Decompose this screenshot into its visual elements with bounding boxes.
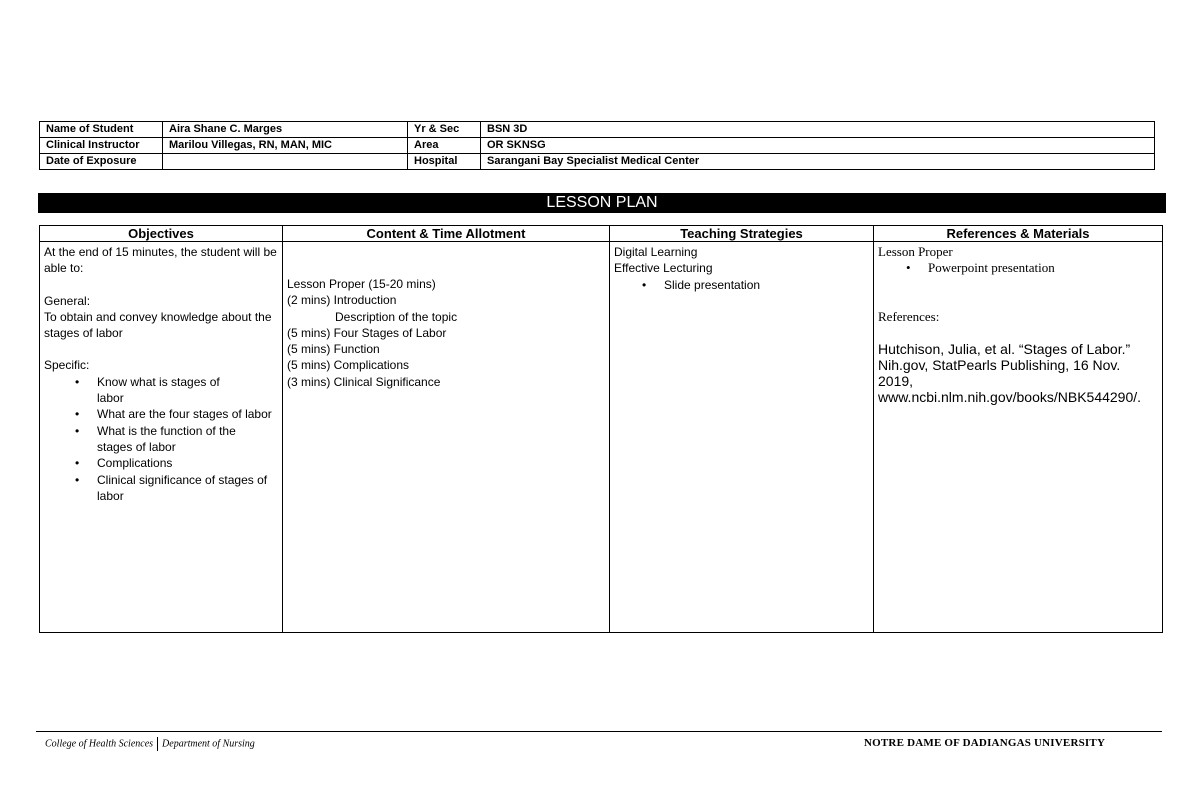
strategy-line-1: Digital Learning bbox=[614, 245, 698, 259]
objectives-cell bbox=[40, 242, 283, 633]
label-hospital: Hospital bbox=[408, 154, 481, 170]
lesson-plan-table bbox=[39, 225, 1163, 633]
objectives-specific-label: Specific: bbox=[44, 358, 90, 373]
content-line: Description of the topic bbox=[335, 309, 458, 324]
citation-line: 2019, bbox=[878, 372, 914, 389]
student-info-table bbox=[39, 121, 1155, 170]
info-row-instructor bbox=[40, 138, 1155, 154]
content-cell bbox=[283, 242, 610, 633]
footer-divider bbox=[36, 731, 1162, 732]
header-references: References & Materials bbox=[874, 226, 1163, 242]
list-item: • Slide presentation bbox=[664, 277, 869, 293]
objectives-general-label: General: bbox=[44, 293, 91, 308]
content-line: (3 mins) Clinical Significance bbox=[287, 374, 441, 389]
info-row-exposure bbox=[40, 154, 1155, 170]
list-item: • What are the four stages of labor bbox=[97, 406, 272, 422]
label-clinical-instructor: Clinical Instructor bbox=[40, 138, 163, 154]
label-area: Area bbox=[408, 138, 481, 154]
value-hospital: Sarangani Bay Specialist Medical Center bbox=[481, 154, 1155, 170]
content-line: Lesson Proper (15-20 mins) bbox=[287, 277, 436, 291]
header-content: Content & Time Allotment bbox=[283, 226, 610, 242]
footer-university: NOTRE DAME OF DADIANGAS UNIVERSITY bbox=[864, 737, 1106, 749]
objectives-intro-2: able to: bbox=[44, 261, 84, 276]
list-item: • Clinical significance of stages of labor bbox=[97, 472, 272, 505]
list-item: • What is the function of the stages of labor bbox=[97, 423, 272, 456]
info-row-student bbox=[40, 122, 1155, 138]
header-objectives: Objectives bbox=[40, 226, 283, 242]
label-name-of-student: Name of Student bbox=[40, 122, 163, 138]
list-item: • Complications bbox=[97, 455, 227, 471]
footer-separator bbox=[157, 737, 158, 751]
value-instructor: Marilou Villegas, RN, MAN, MIC bbox=[163, 138, 408, 154]
value-yr-sec: BSN 3D bbox=[481, 122, 1155, 138]
materials-label: Lesson Proper bbox=[878, 244, 953, 259]
header-strategies: Teaching Strategies bbox=[610, 226, 874, 242]
objectives-intro-1: At the end of 15 minutes, the student will be bbox=[44, 245, 277, 259]
value-student-name: Aira Shane C. Marges bbox=[163, 122, 408, 138]
label-date-of-exposure: Date of Exposure bbox=[40, 154, 163, 170]
footer-college: College of Health Sciences bbox=[45, 738, 154, 750]
label-yr-sec: Yr & Sec bbox=[408, 122, 481, 138]
references-cell bbox=[874, 242, 1163, 633]
content-line: (5 mins) Four Stages of Labor bbox=[287, 325, 447, 340]
objectives-general-1: To obtain and convey knowledge about the bbox=[44, 309, 272, 324]
citation-url: www.ncbi.nlm.nih.gov/books/NBK544290/. bbox=[878, 388, 1142, 405]
list-item: • Know what is stages of labor bbox=[97, 374, 227, 407]
strategies-list bbox=[614, 277, 869, 293]
footer-department: Department of Nursing bbox=[162, 738, 255, 750]
objectives-general-2: stages of labor bbox=[44, 326, 123, 341]
footer-college-department bbox=[45, 737, 255, 751]
citation-line: Hutchison, Julia, et al. “Stages of Labor.” bbox=[878, 340, 1131, 357]
lesson-plan-title: LESSON PLAN bbox=[38, 193, 1166, 213]
specific-objectives-list bbox=[44, 374, 272, 504]
value-date-of-exposure bbox=[163, 154, 408, 170]
materials-list bbox=[878, 260, 1158, 276]
strategy-line-2: Effective Lecturing bbox=[614, 261, 713, 276]
lesson-plan-header-row bbox=[40, 226, 1163, 242]
list-item: • Powerpoint presentation bbox=[928, 260, 1158, 276]
references-label: References: bbox=[878, 308, 940, 324]
content-line: (5 mins) Complications bbox=[287, 358, 410, 373]
content-line: (5 mins) Function bbox=[287, 342, 380, 357]
lesson-plan-body-row bbox=[40, 242, 1163, 633]
content-line: (2 mins) Introduction bbox=[287, 293, 397, 308]
citation-line: Nih.gov, StatPearls Publishing, 16 Nov. bbox=[878, 356, 1121, 373]
value-area: OR SKNSG bbox=[481, 138, 1155, 154]
strategies-cell bbox=[610, 242, 874, 633]
